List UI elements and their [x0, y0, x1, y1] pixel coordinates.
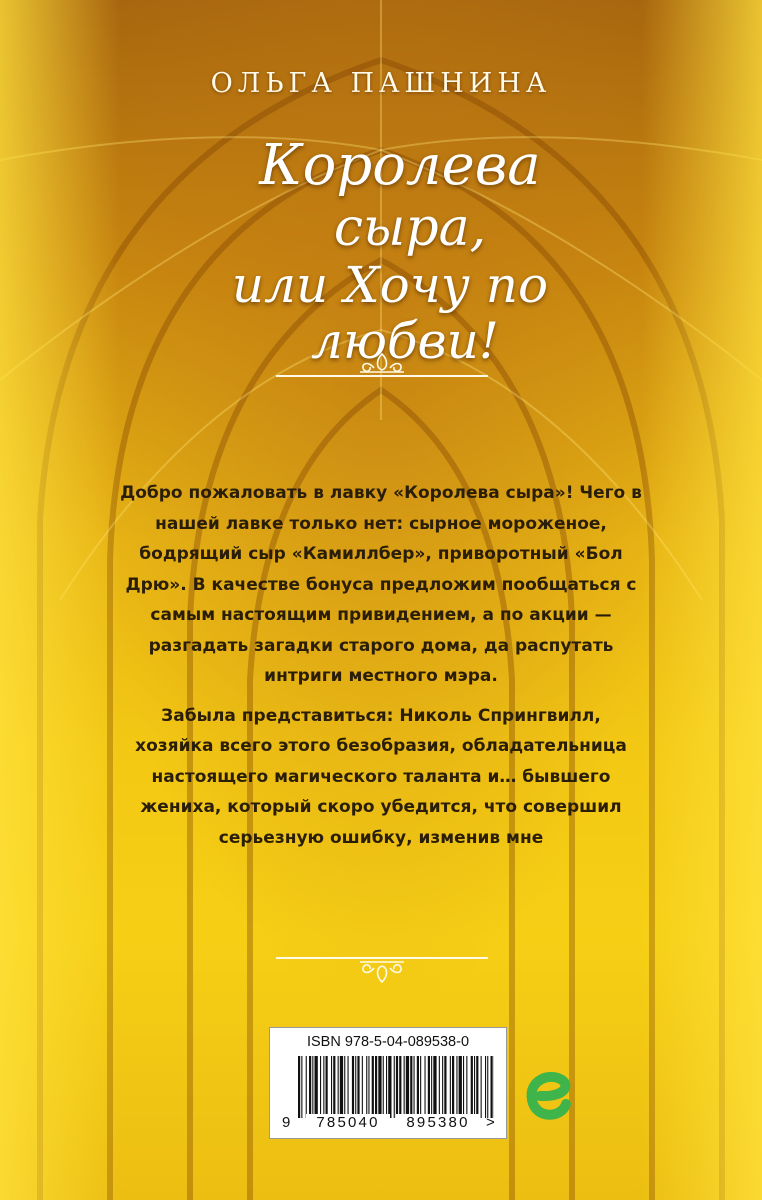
book-description — [120, 478, 642, 853]
barcode-bar — [474, 1056, 475, 1118]
barcode-bar — [326, 1056, 328, 1118]
barcode-bar — [338, 1056, 339, 1118]
author-name: ОЛЬГА ПАШНИНА — [210, 68, 552, 99]
barcode-bar — [417, 1056, 419, 1118]
barcode-bar — [309, 1056, 311, 1118]
barcode-bar — [396, 1056, 398, 1118]
ornament-divider-icon — [276, 956, 488, 986]
publisher-logo-icon — [524, 1050, 576, 1130]
description-paragraph-2: Забыла представиться: Николь Спрингвилл, хозяйка всего этого безобразия, обладательница настоящего магического таланта и… бывшего жениха, который скоро убедится, что совершил серьезную ошибку, изменив мне — [135, 705, 627, 848]
barcode-bar — [463, 1056, 464, 1118]
barcode-bar — [476, 1056, 478, 1118]
barcode-bar — [420, 1056, 421, 1118]
barcode-bar — [315, 1056, 318, 1118]
barcode-bar — [312, 1056, 313, 1118]
barcode-bar — [491, 1056, 493, 1118]
barcode-bar — [344, 1056, 345, 1118]
right-window-glow — [642, 0, 762, 1200]
barcode-panel — [269, 1027, 507, 1139]
barcode-bar — [352, 1056, 354, 1118]
barcode-bar — [433, 1056, 436, 1118]
barcode-bar — [362, 1056, 363, 1118]
barcode-bar — [481, 1056, 482, 1118]
barcode-bar — [399, 1056, 401, 1118]
title-line-3: или Хочу по — [231, 256, 549, 314]
ean-arrow: > — [486, 1114, 495, 1131]
barcode-bar — [372, 1056, 374, 1118]
barcode-bar — [406, 1056, 409, 1118]
barcode-bar — [323, 1056, 324, 1118]
title-line-1: Королева — [259, 133, 541, 198]
ornament-divider-icon — [276, 348, 488, 378]
barcode-bar — [439, 1056, 440, 1118]
barcode-bar — [444, 1056, 446, 1118]
barcode-bar — [450, 1056, 451, 1118]
barcode-bar — [456, 1056, 457, 1118]
barcode-bars — [298, 1056, 494, 1118]
barcode-bar — [340, 1056, 343, 1118]
barcode-bar — [306, 1056, 307, 1118]
ean-digits — [270, 1113, 506, 1133]
barcode-bar — [414, 1056, 415, 1118]
barcode-bar — [366, 1056, 367, 1118]
ean-right-group: 895380 — [396, 1114, 480, 1131]
isbn-number: ISBN 978-5-04-089538-0 — [306, 1034, 470, 1050]
barcode-bar — [485, 1056, 486, 1118]
barcode-bar — [388, 1056, 391, 1118]
barcode-bar — [386, 1056, 387, 1118]
title-line-4: любви! — [311, 312, 499, 370]
description-paragraph-1: Добро пожаловать в лавку «Королева сыра»! Чего в нашей лавке только нет: сырное мороженое, бодрящий сыр «Камиллбер», приворотный «Бол Дрю». В качестве бонуса предложим пообщаться с самым настоящим привидением, а по акции — разгадать загадки старого дома, да распутать интриги местного мэра. — [120, 483, 642, 686]
title-line-2: сыра, — [333, 198, 487, 258]
barcode-bar — [459, 1056, 462, 1118]
barcode-bar — [404, 1056, 405, 1118]
barcode-bar — [383, 1056, 384, 1118]
barcode-bar — [378, 1056, 381, 1118]
barcode-bar — [348, 1056, 349, 1118]
barcode-bar — [320, 1056, 321, 1118]
barcode-bar — [298, 1056, 300, 1118]
barcode-bar — [425, 1056, 426, 1118]
barcode-bar — [331, 1056, 332, 1118]
barcode-bar — [394, 1056, 395, 1118]
barcode-bar — [452, 1056, 454, 1118]
barcode-bar — [487, 1056, 488, 1118]
barcode-bar — [431, 1056, 432, 1118]
barcode-bar — [466, 1056, 467, 1118]
barcode-bar — [428, 1056, 430, 1118]
barcode-bar — [375, 1056, 377, 1118]
barcode-bar — [357, 1056, 359, 1118]
barcode-bar — [301, 1056, 302, 1118]
ean-left-group: 785040 — [306, 1114, 390, 1131]
left-window-glow — [0, 0, 120, 1200]
barcode-bar — [355, 1056, 356, 1118]
barcode-bar — [410, 1056, 412, 1118]
barcode-bar — [471, 1056, 473, 1118]
barcode-bar — [368, 1056, 369, 1118]
book-title — [180, 133, 600, 370]
ean-first-digit: 9 — [282, 1114, 291, 1131]
barcode-bar — [442, 1056, 443, 1118]
barcode-bar — [333, 1056, 335, 1118]
